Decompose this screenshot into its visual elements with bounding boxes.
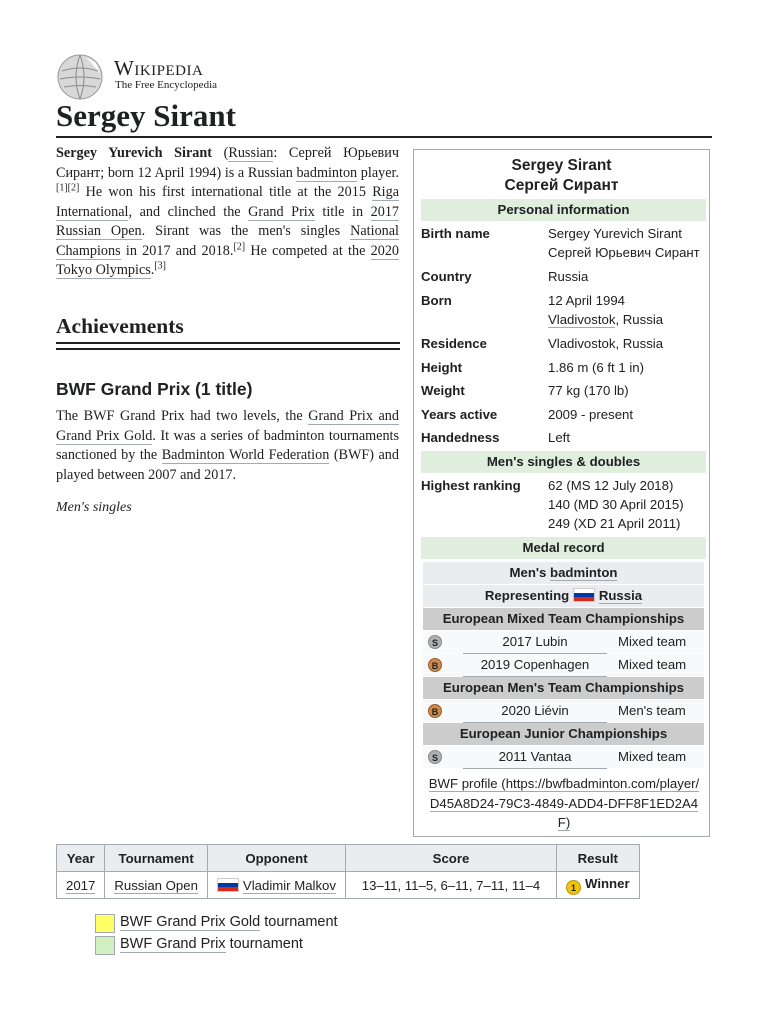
tournament-link[interactable]: Russian Open (114, 877, 198, 893)
born-value: 12 April 1994 Vladivostok, Russia (548, 293, 664, 327)
cell-result: 1 Winner (557, 872, 640, 899)
height-value: 1.86 m (6 ft 1 in) (548, 360, 645, 375)
legend-gp-swatch (95, 936, 115, 955)
title-divider (56, 136, 712, 138)
cell-opponent (207, 872, 345, 899)
bronze-medal-icon: B (428, 704, 442, 718)
riga-international-link[interactable]: Riga International (56, 184, 399, 220)
infobox (413, 149, 710, 837)
col-tournament: Tournament (105, 845, 208, 872)
col-score: Score (346, 845, 557, 872)
cell-year (57, 872, 105, 899)
legend-gp-link[interactable]: BWF Grand Prix (120, 936, 226, 952)
residence-value: Vladivostok, Russia (548, 336, 664, 351)
bwf-link[interactable]: Badminton World Federation (161, 447, 330, 463)
residence-label: Residence (421, 336, 487, 351)
championship-header: European Men's Team Championships (423, 677, 704, 699)
infobox-title: Sergey Sirant (511, 157, 612, 174)
mens-singles-caption: Men's singles (56, 500, 132, 515)
medal-event-link[interactable]: 2011 Vantaa (463, 746, 607, 769)
championship-header: European Mixed Team Championships (423, 608, 704, 630)
silver-medal-icon: S (428, 635, 442, 649)
legend-gold-link[interactable]: BWF Grand Prix Gold (120, 914, 261, 930)
medal-entry (423, 654, 704, 676)
legend-gp-text: BWF Grand Prix tournament (120, 936, 303, 952)
ref-3[interactable]: [3] (154, 260, 166, 272)
birth-name-label: Birth name (421, 226, 490, 241)
medal-entry (423, 746, 704, 768)
highest-ranking-value: 62 (MS 12 July 2018) 140 (MD 30 April 2015) 249 (XD 21 April 2011) (548, 478, 684, 531)
col-opponent: Opponent (207, 845, 345, 872)
born-label: Born (421, 293, 452, 308)
vladivostok-link[interactable]: Vladivostok (548, 312, 616, 327)
country-value: Russia (548, 269, 589, 284)
personal-info-band: Personal information (421, 199, 706, 221)
height-label: Height (421, 360, 463, 375)
medal-category: Mixed team (618, 634, 687, 649)
page-title: Sergey Sirant (56, 98, 236, 133)
medal-sport-row: Men's badminton (423, 562, 704, 584)
bwf-paragraph: The BWF Grand Prix had two levels, the Grand Prix and Grand Prix Gold. It was a series of badminton tournaments sanctioned by the Badminton World Federation (BWF) and played between 2007 and 2017. (56, 408, 400, 483)
table-header-row (57, 845, 640, 872)
wikipedia-tagline: The Free Encyclopedia (115, 79, 218, 91)
col-year: Year (57, 845, 105, 872)
highest-ranking-label: Highest ranking (421, 478, 521, 493)
legend-gold-swatch (95, 914, 115, 933)
country-label: Country (421, 269, 472, 284)
cell-score: 13–11, 11–5, 6–11, 7–11, 11–4 (346, 872, 557, 899)
achievements-divider (56, 342, 400, 344)
handedness-value: Left (548, 430, 570, 445)
infobox-title-russian: Сергей Сирант (504, 177, 619, 194)
handedness-label: Handedness (421, 430, 500, 445)
russia-flag-icon (573, 588, 595, 602)
badminton-link[interactable]: badminton (296, 164, 358, 181)
medal-category: Men's team (618, 703, 686, 718)
years-active-value: 2009 - present (548, 407, 634, 422)
ref-2[interactable]: [2] (67, 182, 80, 194)
year-link[interactable]: 2017 (66, 877, 96, 893)
tokyo-olympics-link[interactable]: 2020 Tokyo Olympics (56, 242, 399, 278)
medal-category: Mixed team (618, 657, 687, 672)
wikipedia-globe-icon[interactable] (56, 53, 104, 101)
col-result: Result (557, 845, 640, 872)
wikipedia-wordmark[interactable]: Wikipedia (114, 56, 204, 80)
years-active-label: Years active (421, 407, 498, 422)
singles-doubles-band: Men's singles & doubles (421, 451, 706, 473)
achievements-divider-2 (56, 348, 400, 350)
table-row (57, 872, 640, 899)
medal-entry (423, 631, 704, 653)
grand-prix-gold-link[interactable]: Grand Prix and Grand Prix Gold (56, 408, 399, 444)
representing-row: Representing Russia (423, 585, 704, 607)
ref-1[interactable]: [1] (56, 182, 68, 194)
championship-header: European Junior Championships (423, 723, 704, 745)
subject-name: Sergey Yurevich Sirant (56, 145, 212, 161)
ref-2b[interactable]: [2] (233, 240, 246, 252)
cell-tournament (105, 872, 208, 899)
bronze-medal-icon: B (428, 658, 442, 672)
medal-event-link[interactable]: 2019 Copenhagen (463, 654, 607, 677)
national-champions-link[interactable]: National Champions (56, 223, 399, 259)
gold-medal-icon: 1 (566, 880, 581, 895)
russian-open-link[interactable]: 2017 Russian Open (56, 203, 399, 239)
achievements-heading: Achievements (56, 314, 184, 338)
grand-prix-link[interactable]: Grand Prix (248, 203, 315, 220)
bwf-grand-prix-heading: BWF Grand Prix (1 title) (56, 379, 253, 399)
weight-value: 77 kg (170 lb) (548, 383, 629, 398)
medal-badminton-link[interactable]: badminton (550, 565, 618, 580)
russia-link[interactable]: Russia (598, 588, 643, 603)
lead-paragraph: Sergey Yurevich Sirant (Russian: Сергей Юрьевич Сирант; born 12 April 1994) is a Russian badminton player.[1][2] He won his first international title at the 2015 Riga International, and clinched the Grand Prix title in 2017 Russian Open. Sirant was the men's singles National Champions in 2017 and 2018.[2] He competed at the 2020 Tokyo Olympics.[3] (56, 145, 399, 278)
medal-record-band: Medal record (421, 537, 706, 559)
russia-flag-icon (217, 878, 239, 892)
medal-event-link[interactable]: 2017 Lubin (463, 631, 607, 654)
legend-gold-text: BWF Grand Prix Gold tournament (120, 914, 338, 930)
weight-label: Weight (421, 383, 465, 398)
medal-event-link[interactable]: 2020 Liévin (463, 700, 607, 723)
opponent-link[interactable]: Vladimir Malkov (242, 877, 336, 893)
results-table (56, 844, 640, 899)
birth-name-value: Sergey Yurevich Sirant Сергей Юрьевич Сирант (548, 226, 700, 260)
medal-category: Mixed team (618, 749, 687, 764)
russian-language-link[interactable]: Russian (228, 145, 274, 161)
bwf-profile-link[interactable]: BWF profile (https://bwfbadminton.com/player/ D45A8D24-79C3-4849-ADD4-DFF8F1ED2A4 F) (428, 776, 700, 830)
silver-medal-icon: S (428, 750, 442, 764)
medal-entry (423, 700, 704, 722)
